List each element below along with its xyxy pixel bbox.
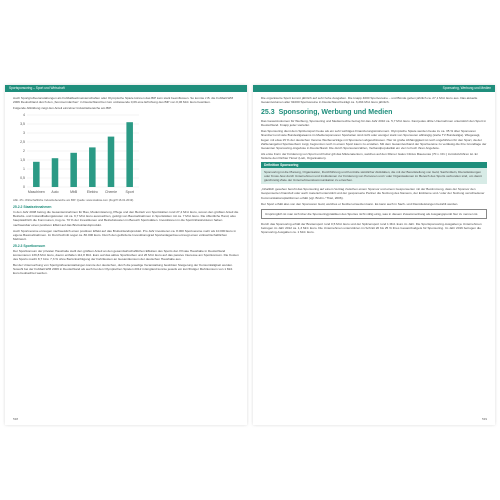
paragraph: In den Jahr 2008 betrug die Gesamteinnahmen für Bau, Modernisierung, Pflege und den Betrieb von Sportstätten rund 27,4 Mrd. Euro, wovon den größten Anteil die Betriebs- und Instandhaltungskosten mit ca. 9,7 Mrd. Euro ausmachten, gefolgt von Baumaßnahmen in Sportstätten mit ca. 7 Mrd. Euro. Die öffentliche Hand, also hauptsächlich die Kommunen, trug ca. 70 % der Investitionen und Betriebskosten im Bereich Sportstätten. Investitionen in die Sportinfrastrukturen haben nachweisbar einen positiven Effekt auf das Bruttoinlandsprodukt.: [13, 210, 239, 227]
bar: [52, 158, 59, 187]
paragraph: Bei der Untersuchung von Sportgroßveranstaltungen konnte der deutschen, durch die jeweilige Veranstaltung bewirkten Steigerung der Konsumtätigkeit werden. Sowohl bei der Fußball-WM 2006 in Deutschland als auch bei den Olympischen Spielen 2012 in England konnte jeweils ein kurzfristiger Mehrkonsum von 1 Mrd. Euro beobachtet werden.: [13, 263, 234, 276]
y-tick-label: 0: [23, 185, 25, 190]
x-tick-label: Maschinen: [27, 190, 45, 195]
x-tick-label: Auto: [51, 190, 59, 195]
bar: [108, 137, 115, 187]
paragraph: „Inhaltlich gesehen beruht das Sponsoring auf einem Vertrag zwischen einem Sponsor und einem Gesponserten mit der Bestimmung, dass der Sponsor den Gesponserten finanziell oder auch materiell unterstützt und der gesponserte Partner die Nutzung des Namens, der Embleme und / oder der Nutzung verschiedener Kommunikationsplattformen erhält (vgl. Bruhn / Thiel, 2006).: [261, 187, 485, 200]
quote-box: [261, 209, 487, 219]
page-number: 538: [13, 417, 19, 421]
right-page: [253, 85, 495, 425]
section-title: Sportkonsum: [23, 243, 46, 248]
paragraph: Als erste Form der Förderung von Sport und Kultur gilt das Mäzenatentum, welches auf den Römer Gaius Cilnius Maecenas (70 v. Chr.) zurückzuführen ist. Er förderte den Dichter Horaz (Lieb, Organisation).: [261, 151, 478, 160]
y-tick-label: 3: [23, 131, 25, 136]
paragraph: Der Sport erhält also von den Sponsoren Geld, welches er flexibel einsetzen kann. Es kann auch in Sach- und Dienstleistungen bezahlt werden.: [261, 201, 459, 206]
x-tick-label: MbB: [70, 190, 78, 195]
section-number: 25.2.2: [13, 205, 23, 210]
bar-chart-svg: [13, 112, 143, 197]
running-head: Sportsponsoring – Sport und Wirtschaft: [5, 85, 247, 92]
y-tick-label: 0,5: [20, 176, 25, 181]
paragraph: Folgende Abbildung zeigt den Anteil einzelner Industriebereiche am BIP.: [13, 106, 112, 111]
paragraph: Auch Sportvereine erzeugen nachweislich einen positiven Effekt auf das Bruttoinlandsprodukt. Pro Jahr investieren ca. 8.000 Sportvereine mehr als 10.000 Euro in eigene Baumaßnahmen. Im Durchschnitt sogar ca. 80.000 Euro. Durch den geförderte Investitionsgrad Sportanlagenbau erzeugt einen volkswirtschaftlichen Mehrwert.: [13, 228, 236, 241]
page-number: 539: [481, 417, 487, 421]
paragraph: Der Sportkonsum der privaten Haushalte stellt den größten Anteil an den gesamtwirtschaftlichen Effekten des Sports dar. Private Haushalte in Deutschland konsumieren 139,8 Mrd. Euro, davon entfallen 112,8 Mrd. Euro auf das aktive Sporttreiben und 26 Mrd. Euro auf das passive Interesse am Sportkonsum. Die Kosten des Sports macht 8,7 bzw. 7,3 % ohne Berücksichtigung der Fahrtkosten an Gesamtkonsum der deutschen Haushalte aus.: [13, 248, 239, 262]
y-tick-label: 4: [23, 113, 25, 118]
left-content: [5, 92, 247, 276]
paragraph: Durch das Sponsoring erhält der Breitensport rund 0,5 Mrd. Euro und der Spitzensport rund 1 Mrd. Euro im Jahr. Die Sportsponsoring-Ausgaben je Unternehmen betrugen im Jahr 2012 ca. 1,3 Mrd. Euro. Die Unternehmen unterstützen im Schnitt 20 bis 25 % ihres Gesamtbudgets für Sponsoring. Im Jahr 2016 betrugen die Sponsoring-Ausgaben ca. 1 Mrd. Euro.: [261, 221, 482, 234]
running-head: Sponsoring, Werbung und Medien: [253, 85, 495, 92]
x-tick-label: Chemie: [104, 190, 118, 195]
section-title: Staatseinnahmen: [23, 205, 52, 210]
figure-caption: Abb. 25 • Wirtschaftliche Industriebereiche am BIP. Quelle: www.statista.com (Zugriff 16.01.2019): [13, 198, 134, 203]
definition-text: Sponsoring ist die Planung, Organisation, Durchführung und Kontrolle sämtlicher Aktivitäten, die mit der Bereitstellung von Geld, Sachmitteln, Dienstleistungen oder Know-how durch Unternehmen und Institutionen zur Förderung von Personen und / oder Organisationen im Bereich des Sports verbunden sind, um damit gleichzeitig Ziele der Unternehmenskommunikation zu erreichen.: [264, 170, 482, 183]
left-page: [5, 85, 247, 425]
y-tick-label: 1,5: [20, 158, 25, 163]
definition-title: Definition Sponsoring: [261, 162, 487, 168]
y-tick-label: 2,5: [20, 140, 25, 145]
section-heading: [261, 109, 487, 116]
bar: [70, 153, 77, 187]
section-heading: [13, 205, 239, 209]
y-tick-label: 3,5: [20, 122, 25, 127]
definition-box: [261, 162, 487, 184]
paragraph: Das Sponsoring dient dem Spitzensport heute als ein sehr wichtiges Finanzierungsinstrument. Olympische Spiele werden heute zu ca. 35 % über Sponsoren finanziert und viele Bundesligateams im Mediensponsoren Sportarten sind nicht oder weniger stark von Sponsoren abhängig (siehe TV Bundesliga). Wiegesagt, liegen mit etwa 15 % der deutschen Vereine Werbeverträge mit Sponsoren abgeschlossen. Hier ist große Abhängigkeit ist noch ungeführten für den Sport, da der Zahlenangebot Sportwerbern zeigt, begrenzen noch in einem Sport kaum zu erstellen. Mit dem Gesamtverband der Sportvereine zu verlässig die ihre Grundlage der Gesamten Sponsoring-Angebote in Deutschland. Die durch Sponsorenzahlen, Verbandpopularität ein viel zu hoch ihren Angebote.: [261, 129, 487, 150]
paragraph: Die organisierte Sport kommt jährlich auf sehr hohe Ausgaben. Die knapp 4000 Sportvereine – und Bünde geben jährlich ca. 27,1 Mrd. Euro aus. Das aktuelle Gesamtvolumen aller 91000 Sportvereine in Deutschland beträgt ca. 3,294 Mrd. Euro jährlich.: [261, 96, 478, 105]
section-heading: [13, 244, 239, 248]
y-tick-label: 2: [23, 149, 25, 154]
section-number: 25.2.3: [13, 243, 23, 248]
bar: [126, 122, 133, 187]
x-tick-label: Elektro: [86, 190, 98, 195]
bar-chart: [13, 112, 143, 197]
section-title: Sponsoring, Werbung und Medien: [278, 109, 393, 117]
bar: [33, 162, 40, 187]
x-tick-label: Sport: [125, 190, 134, 195]
y-tick-label: 1: [23, 167, 25, 172]
section-number: 25.3: [261, 109, 275, 117]
quote-text: Ursprünglich ist man sich über die Sponsoringpraktiken des Sportes nicht völlig einig, was in diesem Zusammenhang als Ausgangspunkt hier zu nennen ist.: [265, 211, 479, 216]
bar: [89, 148, 96, 188]
paragraph: Auch Sportgroßveranstaltungen als Fußballweltmeisterschaften oder Olympische Spiele können das BIP kein stark beeinflussen. So konnte z.B. die Fußball-WM 2006 Deutschland durch den „Sommermärchen“ in Deutschland bei zum umfassende 0,06 eine Erhöhung des BIP von 0,06 Mrd. Euro bewirken.: [13, 96, 234, 105]
right-content: [253, 92, 495, 234]
paragraph: Das Gesamtvolumen für Werbung, Sponsoring und Medienrechte betrug für das Jahr 2010 ca. 5,7 Mrd. Euro. Fast jedes dritte Unternehmen unterstützt den Sport in Deutschland. Knapp jeder vierteller.: [261, 119, 487, 128]
